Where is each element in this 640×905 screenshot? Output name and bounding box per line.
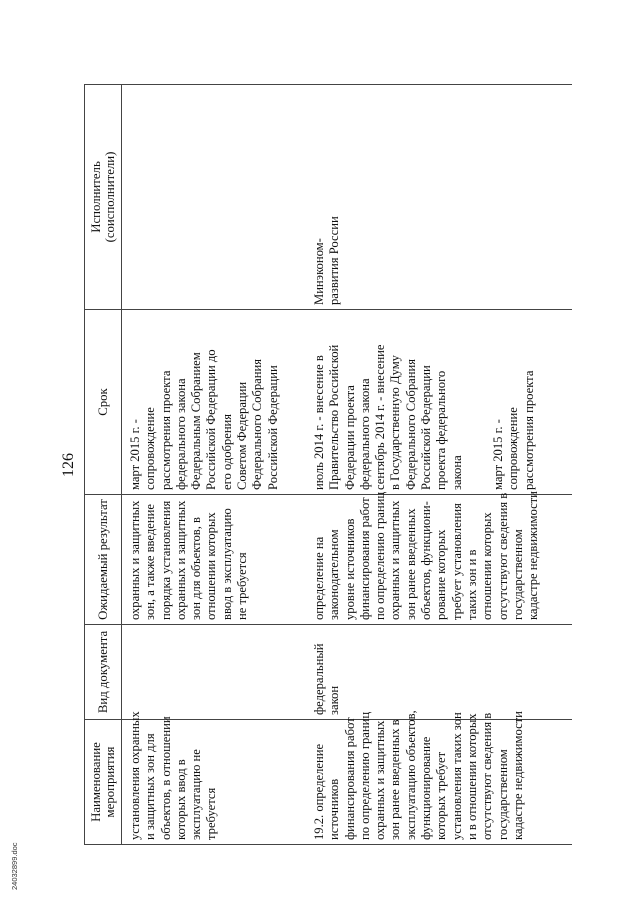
text-line: развития России xyxy=(327,216,342,305)
text-line: определение на xyxy=(312,536,326,620)
cell-deadline xyxy=(122,310,307,495)
text-line: отношении которых xyxy=(480,512,495,620)
text-line: Федерации проекта xyxy=(342,385,357,490)
text-line: и защитных зон для xyxy=(143,733,158,840)
text-line: Наименование xyxy=(89,742,103,822)
text-line: эксплуатацию не xyxy=(189,749,204,840)
cell-executor xyxy=(306,85,572,310)
text-line: охранных и защитных xyxy=(173,500,188,620)
text-line: зон, а также введение xyxy=(143,504,158,620)
text-line: которых требует xyxy=(434,751,449,840)
text-line: федерального закона xyxy=(173,378,188,490)
text-line: Федеральным Собранием xyxy=(189,352,204,490)
text-line: источников xyxy=(327,778,342,840)
text-line: охранных и защитных xyxy=(128,500,142,620)
text-line: июль 2014 г. - внесение в xyxy=(312,355,326,490)
text-line: Российской Федерации до xyxy=(204,349,219,490)
text-line: объектов, в отношении xyxy=(158,716,173,840)
text-line: установления охранных xyxy=(128,711,142,840)
text-line: его одобрения xyxy=(219,413,234,490)
text-line: не требуется xyxy=(235,552,250,620)
text-line: закона xyxy=(449,455,464,490)
text-line: 19.2. определение xyxy=(312,743,326,840)
measures-table xyxy=(84,84,572,845)
text-line: закон xyxy=(327,685,342,715)
table-row xyxy=(306,85,572,845)
text-line: федеральный xyxy=(312,643,326,715)
cell-executor xyxy=(122,85,307,310)
cell-result xyxy=(122,495,307,625)
text-line: зон для объектов, в xyxy=(189,517,204,620)
text-line: установления таких зон xyxy=(449,712,464,840)
text-line: порядка установления xyxy=(158,500,173,620)
text-line: объектов, функциони- xyxy=(419,501,434,620)
text-line: по определению границ xyxy=(357,711,372,840)
text-line: рование которых xyxy=(434,529,449,620)
text-line: рассмотрения проекта xyxy=(158,370,173,490)
text-line: функционирование xyxy=(419,736,434,840)
text-line: Федерального Собрания xyxy=(403,359,418,490)
text-line: кадастре недвижимости xyxy=(510,711,525,840)
text-line: таких зон и в xyxy=(464,549,479,620)
text-line: Российской Федерации xyxy=(419,365,434,490)
text-line: отсутствуют сведения в xyxy=(480,712,495,840)
text-line: рассмотрения проекта xyxy=(521,370,536,490)
text-line: март 2015 г. - xyxy=(490,419,505,490)
text-line: охранных и защитных xyxy=(388,500,403,620)
text-line: Исполнитель xyxy=(89,161,103,233)
text-line: Российской Федерации xyxy=(265,365,280,490)
text-line: проекта федерального xyxy=(434,370,449,490)
header-doc-type: Вид документа xyxy=(85,625,122,720)
text-line: финансирования работ xyxy=(357,497,372,620)
text-line: отсутствуют сведения в xyxy=(495,492,510,620)
text-line: государственном xyxy=(510,529,525,620)
text-line: и в отношении которых xyxy=(464,713,479,840)
text-line: Правительство Российской xyxy=(327,344,342,490)
text-line: финансирования работ xyxy=(342,717,357,840)
header-executor xyxy=(85,85,122,310)
cell-name xyxy=(306,710,572,845)
cell-doc-type xyxy=(306,625,572,720)
cell-name xyxy=(122,711,307,845)
text-line: государственном xyxy=(495,749,510,840)
text-line: требуется xyxy=(204,787,219,840)
cell-result xyxy=(306,491,572,625)
text-line: сопровождение xyxy=(506,407,521,490)
text-line: законодательном xyxy=(327,529,342,620)
text-line: Федерального Собрания xyxy=(250,359,265,490)
text-line: которых ввод в xyxy=(173,759,188,840)
text-line: (соисполнители) xyxy=(103,151,117,243)
text-line: зон ранее введенных в xyxy=(388,719,403,840)
header-result: Ожидаемый результат xyxy=(85,495,122,625)
text-line: федерального закона xyxy=(357,378,372,490)
text-line: сопровождение xyxy=(143,407,158,490)
text-line: зон ранее введенных xyxy=(403,508,418,620)
text-line: уровне источников xyxy=(342,518,357,620)
text-line: ввод в эксплуатацию xyxy=(219,508,234,620)
text-line: в Государственную Думу xyxy=(388,355,403,490)
cell-doc-type xyxy=(122,625,307,720)
text-line: кадастре недвижимости xyxy=(526,491,541,620)
cell-deadline xyxy=(306,310,572,495)
text-line: мероприятия xyxy=(103,746,117,818)
text-line: Советом Федерации xyxy=(235,381,250,490)
table-row xyxy=(122,85,307,845)
text-line: охранных и защитных xyxy=(373,720,388,840)
text-line: сентябрь 2014 г. - внесение xyxy=(373,344,388,490)
rotated-content xyxy=(60,85,580,845)
text-line: по определению границ xyxy=(373,491,388,620)
text-line: отношении которых xyxy=(204,512,219,620)
table-header-row xyxy=(85,85,122,845)
file-footer: 24032899.doc xyxy=(10,842,19,890)
page-number: 126 xyxy=(60,453,77,477)
text-line: эксплуатацию объектов, xyxy=(403,710,418,840)
header-name xyxy=(85,720,122,845)
header-deadline: Срок xyxy=(85,310,122,495)
text-line: Минэконом- xyxy=(312,238,326,305)
text-line: март 2015 г. - xyxy=(128,419,142,490)
text-line: требует установления xyxy=(449,503,464,620)
